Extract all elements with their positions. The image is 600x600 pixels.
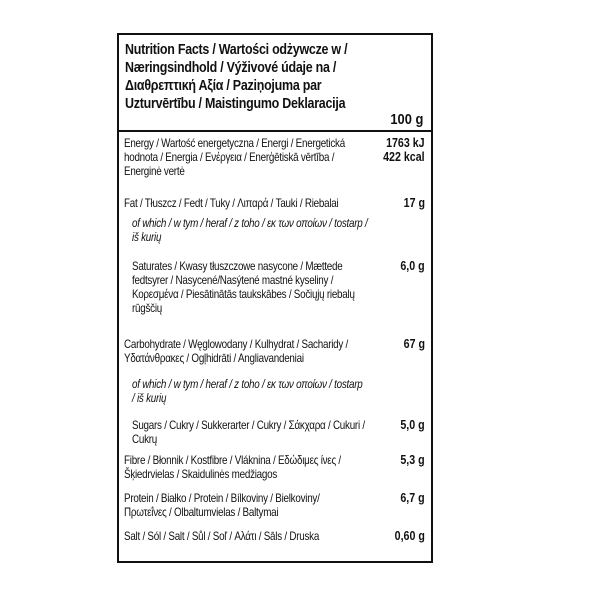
per-amount: 100 g [390, 111, 423, 128]
title-line: Næringsindhold / Výživové údaje na / [125, 60, 337, 76]
nutrient-label: Salt / Sól / Salt / Sůl / Soľ / Αλάτι / Sāls / Druska [124, 529, 320, 543]
nutrient-label: Fibre / Błonnik / Kostfibre / Vláknina / Εδώδιμες ίνες / Šķiedrvielas / Skaidulinės medžiagos [124, 453, 341, 481]
nutrient-label: Energy / Wartość energetyczna / Energi / Energetická hodnota / Energia / Ενέργεια / Enerģētiskā vērtība / Energinė vertė [124, 136, 345, 178]
nutrient-label: Fat / Tłuszcz / Fedt / Tuky / Λιπαρά / Tauki / Riebalai [124, 196, 339, 210]
nutrient-value: 5,3 g [400, 452, 425, 467]
nutrient-value: 67 g [403, 336, 425, 351]
nutrient-label: Sugars / Cukry / Sukkerarter / Cukry / Σάκχαρα / Cukuri / Cukrų [132, 418, 365, 446]
nutrient-label: Protein / Białko / Protein / Bílkoviny / Bielkoviny/ Πρωτεΐνες / Olbaltumvielas / Baltymai [124, 491, 320, 519]
nutrient-label: of which / w tym / heraf / z toho / εκ των οποίων / tostarp / iš kurių [132, 377, 363, 405]
nutrient-value: 6,0 g [400, 258, 425, 273]
nutrient-value: 1763 kJ 422 kcal [383, 135, 425, 164]
header-divider [119, 130, 431, 132]
nutrient-value: 5,0 g [400, 417, 425, 432]
title-line: Uzturvērtību / Maistingumo Deklaracija [125, 96, 346, 112]
nutrient-value: 0,60 g [394, 528, 425, 543]
nutrient-label: Saturates / Kwasy tłuszczowe nasycone / Mættede fedtsyrer / Nasycené/Nasýtené mastné kyseliny / Κορεσμένα / Piesātinātās taukskābes / Sočiųjų riebalų rūgščių [132, 259, 355, 315]
nutrient-value: 17 g [403, 195, 425, 210]
title-line: Διαθρεπτική Αξία / Paziņojuma par [125, 78, 322, 94]
nutrient-label: of which / w tym / heraf / z toho / εκ των οποίων / tostarp / iš kurių [132, 216, 368, 244]
title-line: Nutrition Facts / Wartości odżywcze w / [125, 42, 348, 58]
nutrient-value: 6,7 g [400, 490, 425, 505]
nutrition-title [125, 41, 383, 113]
nutrition-label [117, 33, 433, 563]
nutrient-label: Carbohydrate / Węglowodany / Kulhydrat / Sacharidy / Υδατάνθρακες / Ogļhidrāti / Angliavandeniai [124, 337, 349, 365]
